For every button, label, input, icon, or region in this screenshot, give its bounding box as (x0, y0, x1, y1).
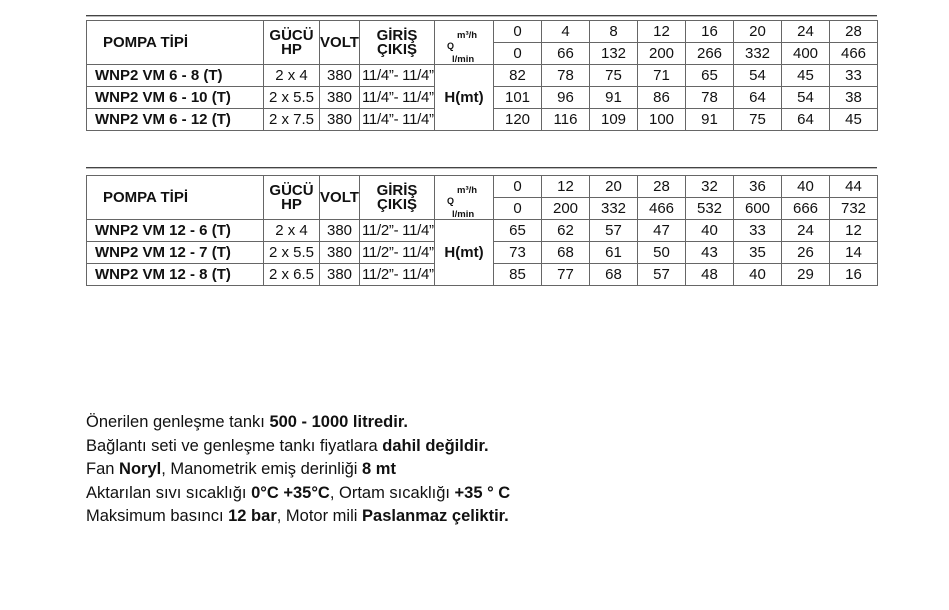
head-value-cell: 120 (494, 109, 542, 131)
note-emphasis: Noryl (119, 460, 162, 478)
note-line (86, 505, 886, 529)
flow-m3h-cell: 20 (734, 21, 782, 43)
pump-type-header: POMPA TİPİ (87, 21, 264, 65)
volt-cell: 380 (320, 65, 360, 87)
head-value-cell: 65 (686, 65, 734, 87)
flow-m3h-cell: 20 (590, 176, 638, 198)
table-row (87, 65, 878, 87)
head-value-cell: 116 (542, 109, 590, 131)
volt-cell: 380 (320, 87, 360, 109)
note-text: , Ortam sıcaklığı (329, 483, 455, 502)
power-cell: 2 x 4 (264, 65, 320, 87)
note-emphasis: Paslanmaz çeliktir. (362, 507, 509, 525)
flow-m3h-cell: 24 (782, 21, 830, 43)
inlet-outlet-cell: 11/4”- 11/4” (360, 87, 435, 109)
power-header (264, 176, 320, 220)
head-value-cell: 57 (590, 220, 638, 242)
note-emphasis: 0°C +35°C (251, 483, 330, 502)
flow-lmin-cell: 266 (686, 43, 734, 65)
volt-header: VOLT (320, 21, 360, 65)
volt-header: VOLT (320, 176, 360, 220)
flow-unit-header (435, 176, 494, 220)
flow-lmin-cell: 200 (542, 198, 590, 220)
head-value-cell: 40 (686, 220, 734, 242)
model-cell: WNP2 VM 6 - 8 (T) (87, 65, 264, 87)
head-value-cell: 16 (830, 264, 878, 286)
note-line (86, 411, 886, 435)
head-value-cell: 40 (734, 264, 782, 286)
head-value-cell: 71 (638, 65, 686, 87)
flow-m3h-cell: 28 (638, 176, 686, 198)
head-value-cell: 57 (638, 264, 686, 286)
top-rule-2 (86, 167, 877, 168)
flow-lmin-cell: 466 (830, 43, 878, 65)
flow-unit-m3h: m³/h (457, 30, 478, 41)
head-value-cell: 75 (734, 109, 782, 131)
model-cell: WNP2 VM 6 - 10 (T) (87, 87, 264, 109)
note-text: , Manometrik emiş derinliği (161, 460, 363, 478)
head-value-cell: 101 (494, 87, 542, 109)
head-value-cell: 33 (734, 220, 782, 242)
head-value-cell: 82 (494, 65, 542, 87)
flow-unit-lmin: l/min (452, 209, 475, 220)
head-value-cell: 86 (638, 87, 686, 109)
flow-m3h-cell: 16 (686, 21, 734, 43)
power-header-label: GÜCÜ (269, 181, 314, 199)
flow-lmin-cell: 600 (734, 198, 782, 220)
power-cell: 2 x 5.5 (264, 242, 320, 264)
volt-cell: 380 (320, 264, 360, 286)
head-value-cell: 100 (638, 109, 686, 131)
flow-lmin-cell: 132 (590, 43, 638, 65)
note-text: Aktarılan sıvı sıcaklığı (86, 483, 252, 502)
flow-unit-header (435, 21, 494, 65)
table-row (87, 220, 878, 242)
head-value-cell: 78 (686, 87, 734, 109)
head-value-cell: 45 (782, 65, 830, 87)
notes-block (86, 411, 886, 529)
flow-m3h-cell: 8 (590, 21, 638, 43)
note-emphasis: 500 - 1000 litredir. (269, 413, 408, 431)
pump-type-header: POMPA TİPİ (87, 176, 264, 220)
model-cell: WNP2 VM 12 - 8 (T) (87, 264, 264, 286)
inlet-outlet-cell: 11/2”- 11/4” (360, 264, 435, 286)
flow-m3h-cell: 0 (494, 176, 542, 198)
flow-lmin-cell: 66 (542, 43, 590, 65)
flow-unit-m3h: m³/h (457, 185, 478, 196)
flow-lmin-cell: 332 (590, 198, 638, 220)
head-value-cell: 75 (590, 65, 638, 87)
note-text: Fan (86, 460, 120, 478)
power-header-unit: HP (281, 40, 302, 58)
note-line (86, 458, 886, 482)
head-value-cell: 14 (830, 242, 878, 264)
flow-m3h-cell: 44 (830, 176, 878, 198)
note-text: Önerilen genleşme tankı (86, 413, 270, 431)
inlet-outlet-cell: 11/2”- 11/4” (360, 220, 435, 242)
note-emphasis: +35 ° C (454, 483, 511, 502)
inlet-outlet-header (360, 176, 435, 220)
power-header-label: GÜCÜ (269, 26, 314, 44)
head-label-cell: H(mt) (435, 220, 494, 286)
inlet-header: GİRİŞ (376, 26, 418, 44)
head-value-cell: 12 (830, 220, 878, 242)
volt-cell: 380 (320, 109, 360, 131)
head-value-cell: 96 (542, 87, 590, 109)
model-cell: WNP2 VM 12 - 6 (T) (87, 220, 264, 242)
head-value-cell: 73 (494, 242, 542, 264)
head-value-cell: 64 (782, 109, 830, 131)
head-value-cell: 77 (542, 264, 590, 286)
head-value-cell: 85 (494, 264, 542, 286)
head-value-cell: 91 (686, 109, 734, 131)
flow-label-q: Q (447, 41, 455, 51)
power-cell: 2 x 5.5 (264, 87, 320, 109)
flow-m3h-cell: 4 (542, 21, 590, 43)
flow-m3h-cell: 28 (830, 21, 878, 43)
note-emphasis: 12 bar (228, 507, 277, 525)
head-value-cell: 47 (638, 220, 686, 242)
flow-lmin-cell: 532 (686, 198, 734, 220)
power-cell: 2 x 4 (264, 220, 320, 242)
note-text: Bağlantı seti ve genleşme tankı fiyatlara (86, 436, 383, 455)
flow-m3h-cell: 36 (734, 176, 782, 198)
head-value-cell: 61 (590, 242, 638, 264)
flow-m3h-cell: 12 (542, 176, 590, 198)
flow-lmin-cell: 0 (494, 198, 542, 220)
head-value-cell: 24 (782, 220, 830, 242)
head-value-cell: 50 (638, 242, 686, 264)
note-line (86, 435, 886, 459)
flow-m3h-cell: 12 (638, 21, 686, 43)
flow-lmin-cell: 332 (734, 43, 782, 65)
volt-cell: 380 (320, 220, 360, 242)
note-line (86, 482, 886, 506)
head-value-cell: 62 (542, 220, 590, 242)
inlet-outlet-header (360, 21, 435, 65)
power-cell: 2 x 7.5 (264, 109, 320, 131)
head-value-cell: 38 (830, 87, 878, 109)
inlet-header: GİRİŞ (376, 181, 418, 199)
flow-lmin-cell: 0 (494, 43, 542, 65)
flow-lmin-cell: 200 (638, 43, 686, 65)
header-row (87, 21, 878, 43)
head-value-cell: 26 (782, 242, 830, 264)
head-label-cell: H(mt) (435, 65, 494, 131)
spec-table-1 (86, 20, 878, 131)
power-cell: 2 x 6.5 (264, 264, 320, 286)
outlet-header: ÇIKIŞ (376, 195, 417, 213)
head-value-cell: 68 (542, 242, 590, 264)
inlet-outlet-cell: 11/2”- 11/4” (360, 242, 435, 264)
head-value-cell: 43 (686, 242, 734, 264)
power-header (264, 21, 320, 65)
volt-cell: 380 (320, 242, 360, 264)
flow-m3h-cell: 32 (686, 176, 734, 198)
head-value-cell: 109 (590, 109, 638, 131)
power-header-unit: HP (281, 195, 302, 213)
flow-label-q: Q (447, 196, 455, 206)
head-value-cell: 33 (830, 65, 878, 87)
head-value-cell: 45 (830, 109, 878, 131)
flow-lmin-cell: 400 (782, 43, 830, 65)
head-value-cell: 78 (542, 65, 590, 87)
note-text: , Motor mili (276, 507, 363, 525)
flow-lmin-cell: 732 (830, 198, 878, 220)
note-emphasis: dahil değildir. (382, 436, 489, 455)
model-cell: WNP2 VM 12 - 7 (T) (87, 242, 264, 264)
head-value-cell: 68 (590, 264, 638, 286)
head-value-cell: 48 (686, 264, 734, 286)
head-value-cell: 29 (782, 264, 830, 286)
top-rule-1 (86, 15, 877, 16)
flow-unit-lmin: l/min (452, 54, 475, 65)
flow-m3h-cell: 40 (782, 176, 830, 198)
note-emphasis: 8 mt (362, 460, 396, 478)
head-value-cell: 54 (782, 87, 830, 109)
inlet-outlet-cell: 11/4”- 11/4” (360, 109, 435, 131)
flow-lmin-cell: 666 (782, 198, 830, 220)
flow-m3h-cell: 0 (494, 21, 542, 43)
head-value-cell: 65 (494, 220, 542, 242)
spec-table-2 (86, 175, 878, 286)
note-text: Maksimum basıncı (86, 507, 229, 525)
head-value-cell: 54 (734, 65, 782, 87)
flow-lmin-cell: 466 (638, 198, 686, 220)
head-value-cell: 91 (590, 87, 638, 109)
model-cell: WNP2 VM 6 - 12 (T) (87, 109, 264, 131)
inlet-outlet-cell: 11/4”- 11/4” (360, 65, 435, 87)
head-value-cell: 64 (734, 87, 782, 109)
outlet-header: ÇIKIŞ (376, 40, 417, 58)
head-value-cell: 35 (734, 242, 782, 264)
header-row (87, 176, 878, 198)
